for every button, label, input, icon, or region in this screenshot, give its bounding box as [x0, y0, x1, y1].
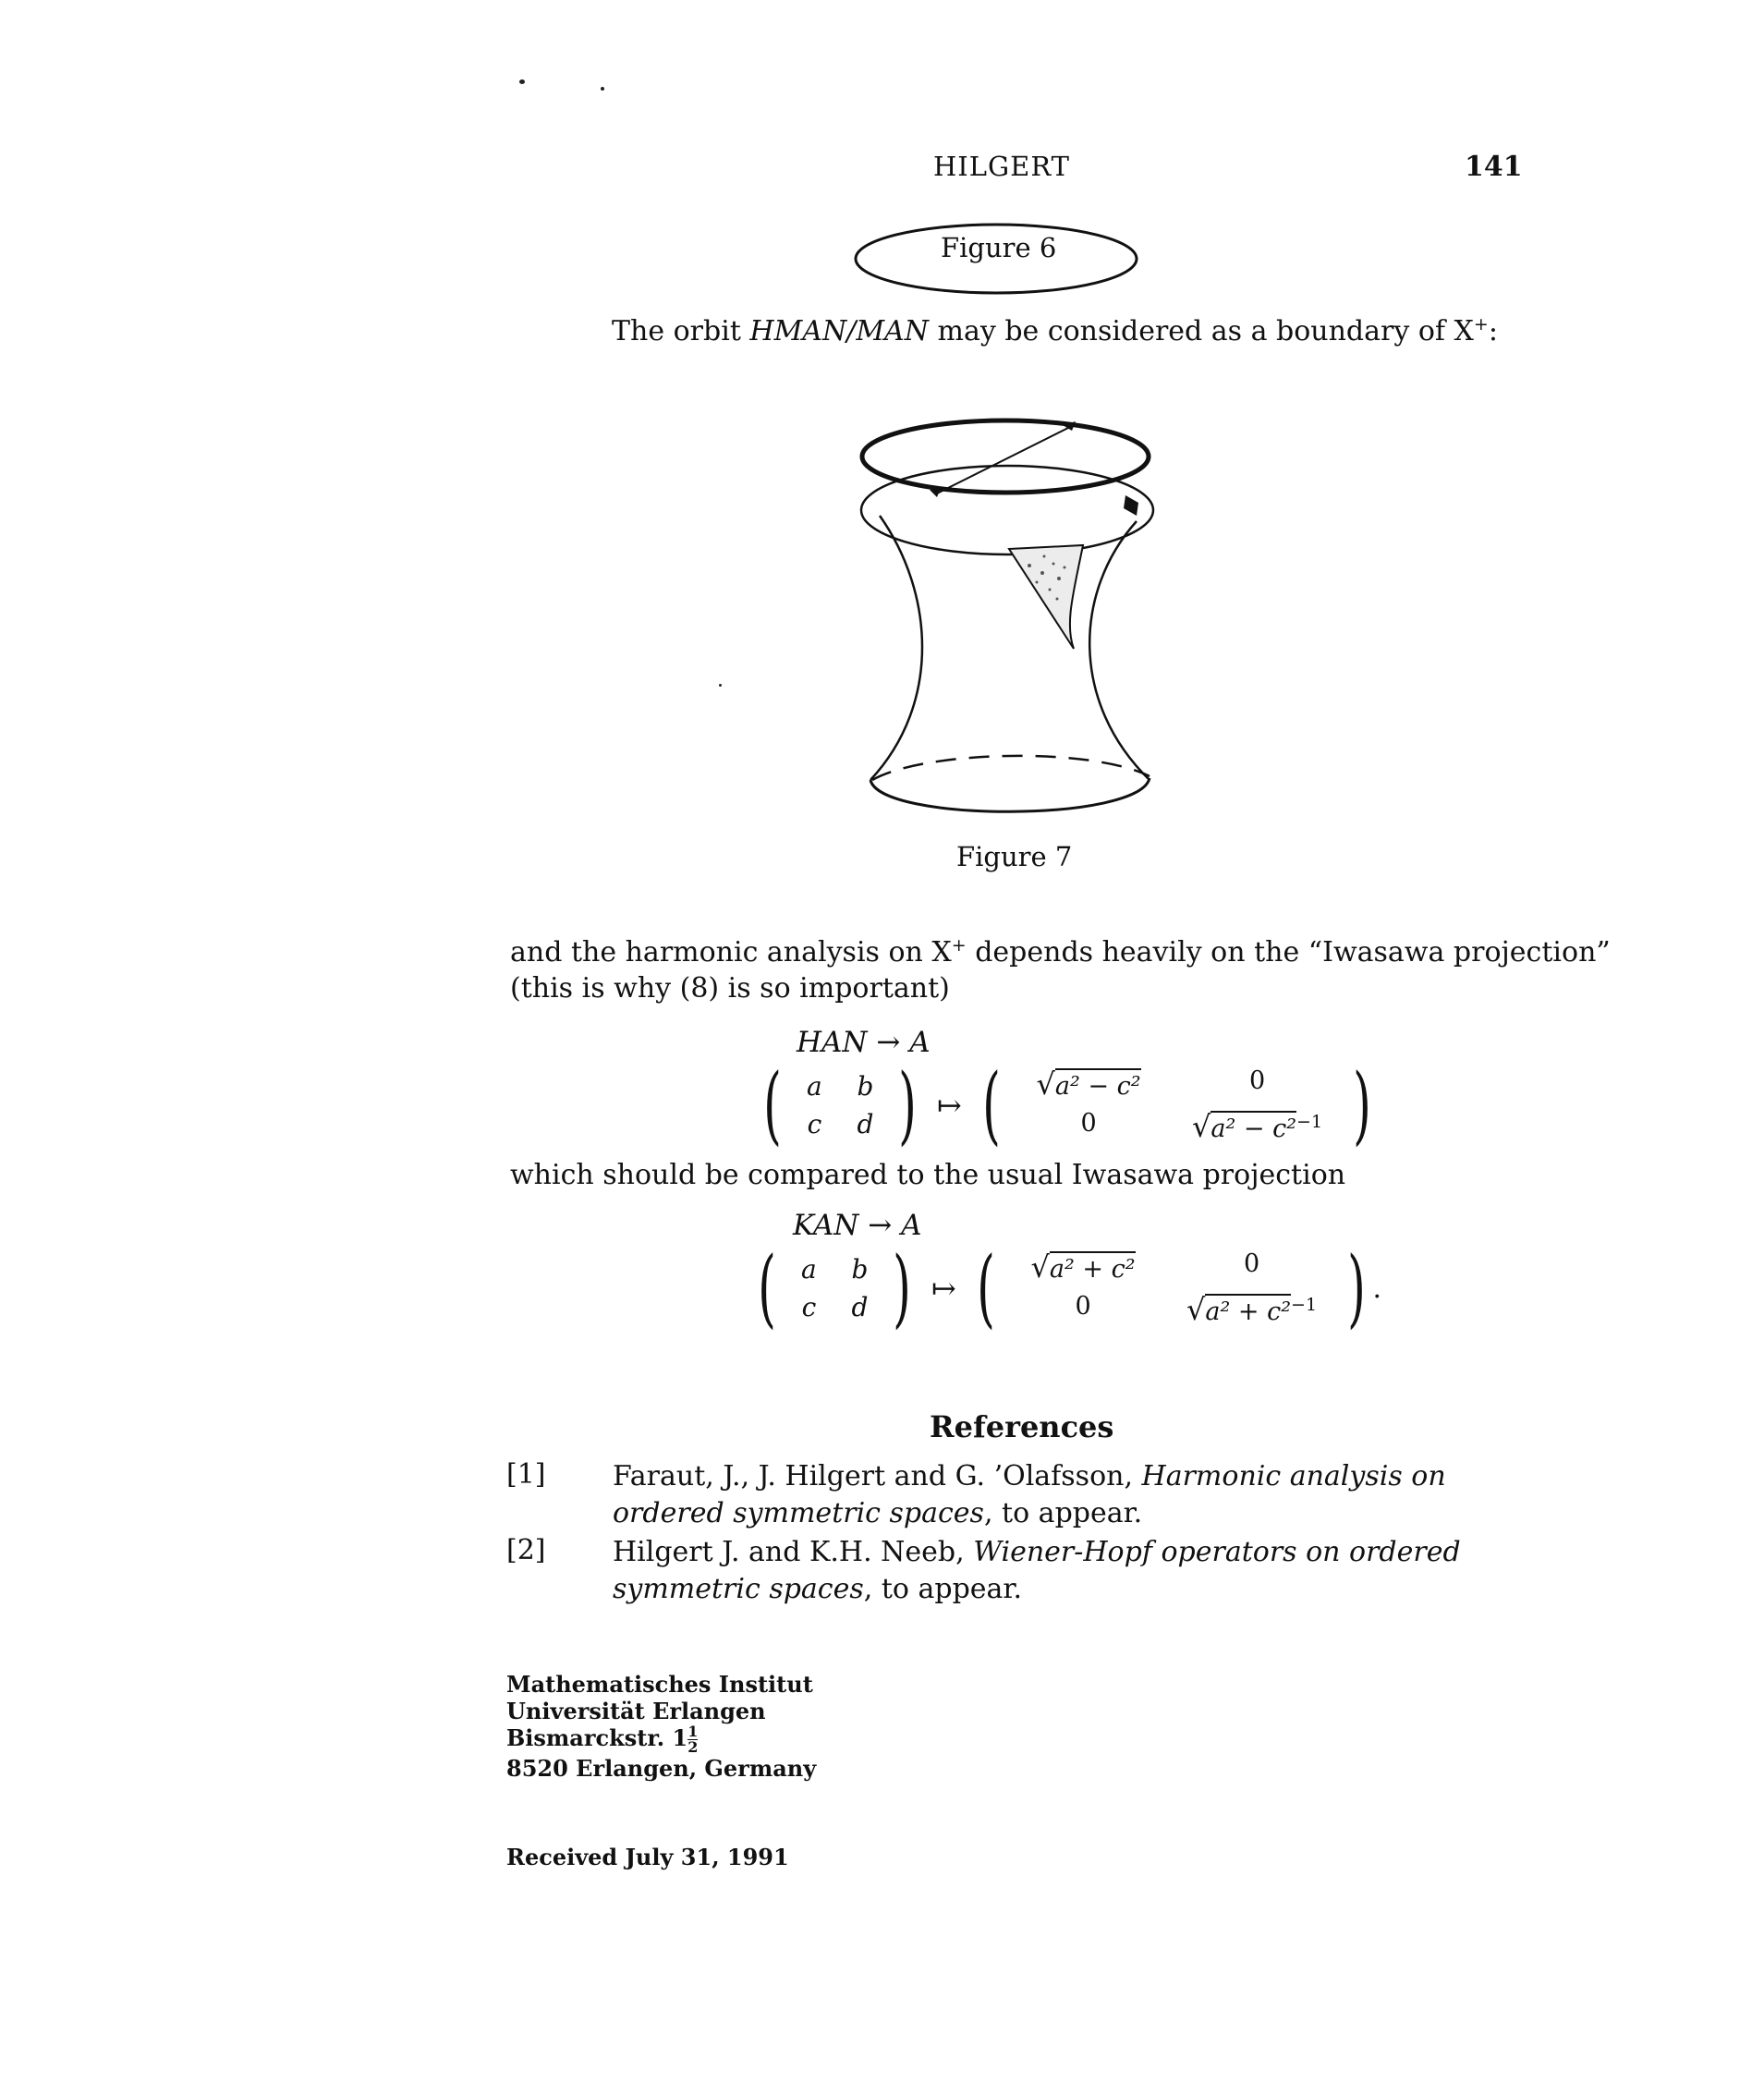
received-date: Received July 31, 1991	[506, 1844, 789, 1870]
running-header-author: HILGERT	[933, 151, 1071, 182]
reference-entry: Faraut, J., J. Hilgert and G. ’Olafsson, Harmonic analysis on ordered symmetric spaces, to appear.	[613, 1460, 1446, 1529]
reference-label: [1]	[506, 1458, 546, 1491]
sqrt-entry: √a² + c²	[1030, 1249, 1136, 1285]
sqrt-inverse-entry: √a² − c²$^{-1}$	[1192, 1109, 1323, 1144]
formula-period: .	[1372, 1272, 1381, 1305]
address-line: 8520 Erlangen, Germany	[506, 1755, 817, 1782]
figure7-hyperboloid	[832, 407, 1183, 813]
reference-entry: Hilgert J. and K.H. Neeb, Wiener-Hopf operators on ordered symmetric spaces, to appear.	[613, 1536, 1461, 1605]
page-number: 141	[1465, 151, 1523, 183]
harmonic-paragraph-line1: and the harmonic analysis on X+ depends heavily on the “Iwasawa projection”	[510, 935, 1611, 968]
kan-output-matrix: √a² + c² 0 0 √a² + c²$^{-1}$	[1003, 1249, 1340, 1327]
figure7-caption: Figure 7	[956, 841, 1073, 872]
address-fraction: $\frac{1}{2}$	[687, 1723, 699, 1756]
reference-title: Wiener-Hopf operators on ordered symmetric spaces	[613, 1536, 1461, 1605]
author-address	[506, 1671, 816, 1782]
address-line: Bismarckstr. 1 $\frac{1}{2}$	[506, 1723, 699, 1756]
right-paren: )	[1352, 1055, 1371, 1154]
left-paren: (	[758, 1238, 776, 1337]
sqrt-inverse-entry: √a² + c²$^{-1}$	[1186, 1292, 1318, 1327]
right-paren: )	[897, 1055, 917, 1154]
reference-label: [2]	[506, 1534, 546, 1566]
maps-to-symbol: ↦	[931, 1271, 956, 1306]
figure6-label: Figure 6	[941, 232, 1057, 263]
sqrt-entry: √a² − c²	[1036, 1066, 1141, 1102]
scan-speck	[719, 684, 722, 687]
left-paren: (	[981, 1055, 1001, 1154]
compare-paragraph: which should be compared to the usual Iwasawa projection	[510, 1159, 1346, 1191]
harmonic-paragraph-line2: (this is why (8) is so important)	[510, 972, 950, 1005]
kan-projection-heading: KAN → A	[793, 1209, 922, 1242]
orbit-paragraph: The orbit HMAN/MAN may be considered as a boundary of X+:	[612, 314, 1498, 347]
left-paren: (	[763, 1055, 782, 1154]
han-projection-formula	[756, 1055, 1378, 1154]
right-paren: )	[892, 1238, 911, 1337]
address-line: Mathematisches Institut	[506, 1671, 813, 1698]
han-projection-heading: HAN → A	[797, 1026, 931, 1059]
reference-title: Harmonic analysis on ordered symmetric spaces	[613, 1460, 1446, 1529]
left-paren: (	[976, 1238, 995, 1337]
right-paren: )	[1346, 1238, 1366, 1337]
orbit-term: HMAN/MAN	[749, 315, 929, 347]
kan-input-matrix: a b c d	[801, 1254, 869, 1322]
address-line: Universität Erlangen	[506, 1698, 766, 1724]
references-heading: References	[930, 1409, 1114, 1444]
scan-speck	[519, 79, 525, 84]
kan-projection-formula	[750, 1238, 1381, 1337]
maps-to-symbol: ↦	[936, 1088, 962, 1123]
scan-speck	[601, 87, 604, 91]
han-output-matrix: √a² − c² 0 0 √a² − c²$^{-1}$	[1008, 1066, 1345, 1144]
han-input-matrix: a b c d	[807, 1071, 874, 1139]
